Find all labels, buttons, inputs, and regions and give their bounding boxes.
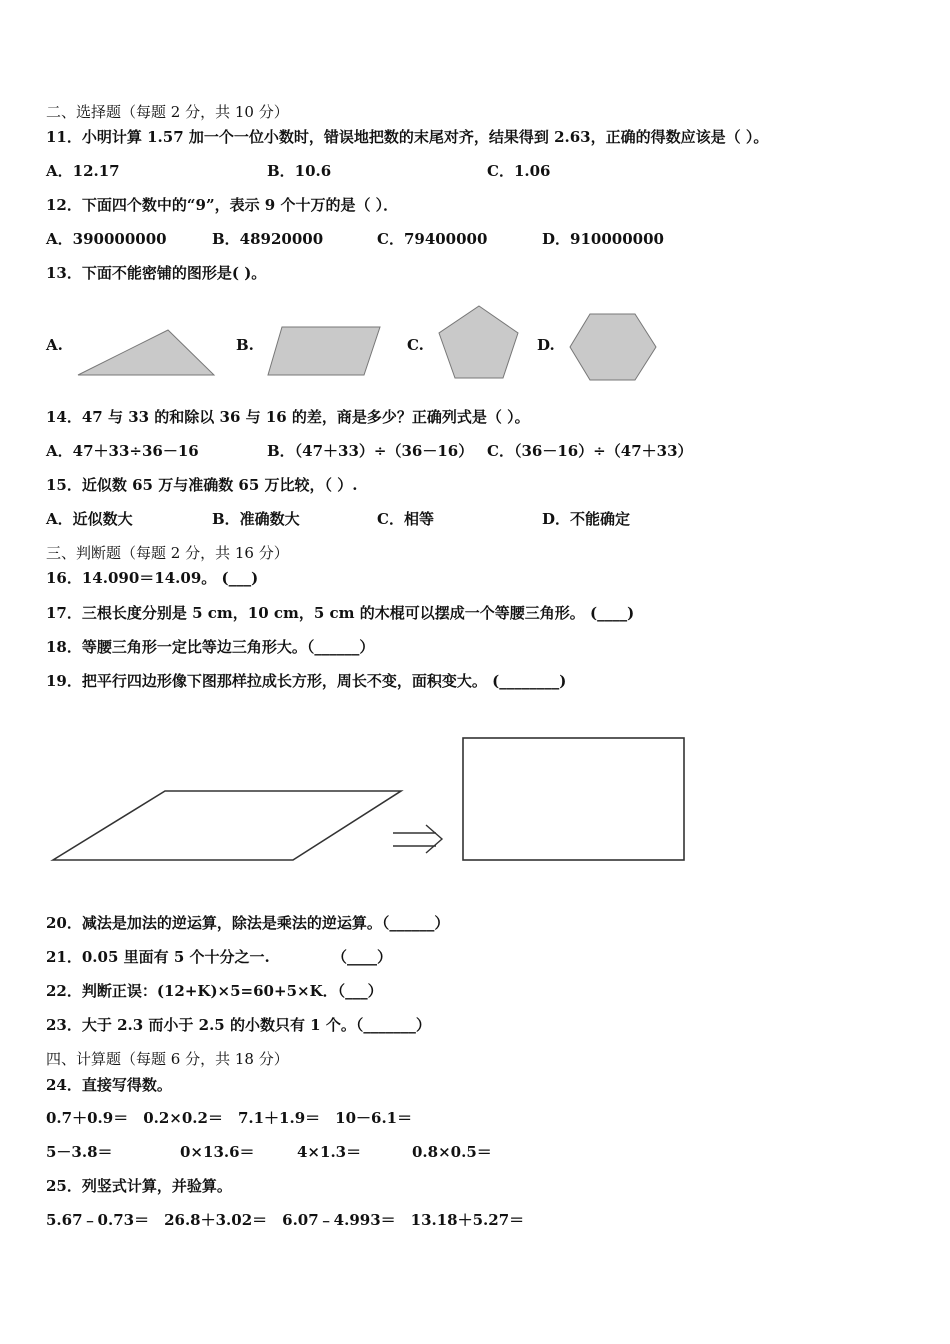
- q12-option-c: C．79400000: [377, 230, 488, 248]
- question-17: 17．三根长度分别是 5 cm，10 cm，5 cm 的木棍可以摆成一个等腰三角形。 (____): [46, 604, 635, 622]
- q11-option-a: A．12.17: [46, 162, 120, 180]
- section-2-title: 二、选择题（每题 2 分，共 10 分）: [46, 103, 289, 121]
- q24-row-1: 0.7＋0.9＝ 0.2×0.2＝ 7.1＋1.9＝ 10－6.1＝: [46, 1109, 413, 1127]
- q12-option-d: D．910000000: [542, 230, 664, 248]
- q12-option-a: A．390000000: [46, 230, 167, 248]
- q24-item-5: 5－3.8＝: [46, 1143, 113, 1161]
- q11-option-b: B．10.6: [267, 162, 332, 180]
- question-16: 16．14.090＝14.09。 (___): [46, 569, 259, 587]
- q24-item-8: 0.8×0.5＝: [412, 1143, 492, 1161]
- q15-option-a: A．近似数大: [46, 510, 133, 528]
- hexagon-figure: [568, 312, 658, 382]
- question-25: 25．列竖式计算，并验算。: [46, 1177, 232, 1195]
- question-22: 22．判断正误：(12+K)×5=60+5×K．（___）: [46, 982, 383, 1000]
- question-23: 23．大于 2.3 而小于 2.5 的小数只有 1 个。（_______）: [46, 1016, 431, 1034]
- q14-option-b: B．（47＋33）÷（36－16）: [267, 442, 474, 460]
- q15-option-c: C．相等: [377, 510, 434, 528]
- section-4-title: 四、计算题（每题 6 分，共 18 分）: [46, 1050, 289, 1068]
- question-18: 18．等腰三角形一定比等边三角形大。（______）: [46, 638, 375, 656]
- section-3-title: 三、判断题（每题 2 分，共 16 分）: [46, 544, 289, 562]
- parallelogram-figure: [266, 325, 382, 377]
- q15-option-b: B．准确数大: [212, 510, 300, 528]
- q15-option-d: D．不能确定: [542, 510, 631, 528]
- pentagon-figure: [437, 304, 521, 380]
- question-20: 20．减法是加法的逆运算，除法是乘法的逆运算。（______）: [46, 914, 450, 932]
- q13-label-b: B.: [236, 336, 254, 354]
- question-12: 12．下面四个数中的“9”，表示 9 个十万的是（ ）．: [46, 196, 399, 214]
- q13-label-a: A.: [46, 336, 63, 354]
- q14-option-c: C．（36－16）÷（47＋33）: [487, 442, 693, 460]
- question-19: 19．把平行四边形像下图那样拉成长方形，周长不变，面积变大。 (________): [46, 672, 567, 690]
- triangle-figure: [76, 327, 216, 377]
- q13-label-d: D.: [537, 336, 555, 354]
- question-21: 21．0.05 里面有 5 个十分之一.: [46, 948, 270, 966]
- q13-label-c: C.: [407, 336, 424, 354]
- question-14: 14．47 与 33 的和除以 36 与 16 的差，商是多少？正确列式是（ ）。: [46, 408, 530, 426]
- question-24: 24．直接写得数。: [46, 1076, 172, 1094]
- parallelogram-to-rectangle-figure: [50, 735, 690, 865]
- q12-option-b: B．48920000: [212, 230, 324, 248]
- q25-row: 5.67﹣0.73＝ 26.8＋3.02＝ 6.07﹣4.993＝ 13.18＋5.27＝: [46, 1211, 525, 1229]
- q24-item-6: 0×13.6＝: [180, 1143, 255, 1161]
- q14-option-a: A．47＋33÷36－16: [46, 442, 199, 460]
- question-13: 13．下面不能密铺的图形是( )。: [46, 264, 267, 282]
- question-11: 11．小明计算 1.57 加一个一位小数时，错误地把数的末尾对齐，结果得到 2.63，正确的得数应该是（ ）。: [46, 128, 769, 146]
- q24-item-7: 4×1.3＝: [297, 1143, 362, 1161]
- q11-option-c: C．1.06: [487, 162, 551, 180]
- question-15: 15．近似数 65 万与准确数 65 万比较，（ ）.: [46, 476, 358, 494]
- q21-answer-blank: （____）: [332, 948, 393, 966]
